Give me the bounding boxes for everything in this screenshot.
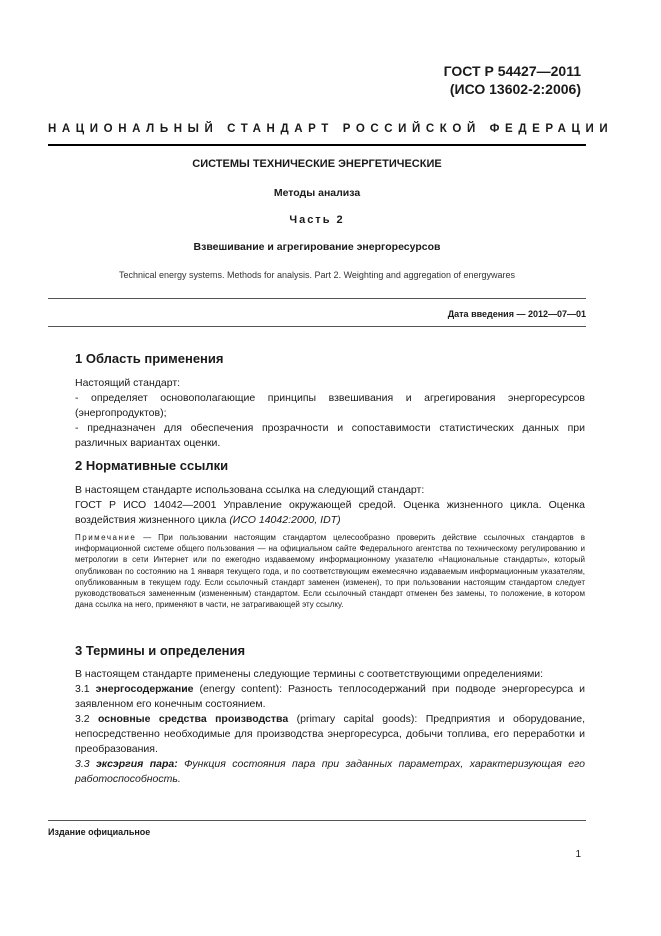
standard-code-gost: ГОСТ Р 54427—2011 [443, 63, 581, 79]
document-title: СИСТЕМЫ ТЕХНИЧЕСКИЕ ЭНЕРГЕТИЧЕСКИЕ [192, 158, 442, 170]
term-3-2-number: 3.2 [75, 713, 99, 725]
english-title: Technical energy systems. Methods for analysis. Part 2. Weighting and aggregation of energywares [118, 270, 516, 280]
normative-reference [75, 498, 585, 528]
term-3-1-definition: (energy content): Разность теплосодержаний при подводе энергоресурса и заявленном его конечным состоянием. [75, 683, 586, 710]
note-label: Примечание [75, 533, 137, 542]
standard-code-iso: (ИСО 13602-2:2006) [449, 81, 581, 97]
part-title: Взвешивание и агрегирование энергоресурсов [193, 241, 441, 253]
reference-note [75, 532, 585, 610]
term-3-2-definition: (primary capital goods): Предприятия и оборудование, непосредственно необходимые для производства энергоресурса, добычи топлива, его переработки и преобразования. [75, 713, 585, 755]
section-1-body [75, 376, 585, 451]
header-rule [48, 144, 586, 146]
section-1-item-1: - определяет основополагающие принципы взвешивания и агрегирования энергоресурсов (энергопродуктов); [75, 392, 585, 419]
date-rule [48, 326, 586, 327]
introduction-date: Дата введения — 2012—07—01 [447, 309, 586, 319]
national-standard-title: НАЦИОНАЛЬНЫЙ СТАНДАРТ РОССИЙСКОЙ ФЕДЕРАЦИИ [48, 123, 614, 135]
section-3-heading: 3 Термины и определения [75, 643, 246, 658]
term-3-3-name: эксэргия пара: [95, 758, 178, 770]
term-3-1-name: энергосодержание [95, 683, 194, 695]
section-1-item-2: - предназначен для обеспечения прозрачности и сопоставимости статистических данных при различных вариантах оценки. [75, 422, 585, 449]
section-3-lead: В настоящем стандарте применены следующие термины с соответствующими определениями: [75, 668, 544, 680]
section-2-heading: 2 Нормативные ссылки [75, 458, 229, 473]
part-label: Часть 2 [289, 214, 345, 226]
term-3-1 [75, 682, 585, 712]
reference-text: ГОСТ Р ИСО 14042—2001 Управление окружающей средой. Оценка жизненного цикла. Оценка воздействия жизненного цикла [75, 499, 585, 526]
title-rule [48, 298, 586, 299]
term-3-3-definition: Функция состояния пара при заданных параметрах, характеризующая его работоспособность. [75, 758, 586, 785]
term-3-2-name: основные средства производства [98, 713, 289, 725]
term-3-1-number: 3.1 [75, 683, 96, 695]
official-edition: Издание официальное [48, 827, 151, 837]
section-2-lead: В настоящем стандарте использована ссылка на следующий стандарт: [75, 484, 425, 496]
note-text: — При пользовании настоящим стандартом целесообразно проверить действие ссылочных стандартов в информационной системе общего пользования — на официальном сайте Федерального агентства по техническому регулированию и метрологии в сети Интернет или по ежегодно издаваемому информационному указателю «Национальные стандарты», который опубликован по состоянию на 1 января текущего года, и по соответствующим ежемесячно издаваемым информационным указателям, опубликованным в текущем году. Если ссылочный стандарт заменен (изменен), то при пользовании настоящим стандартом следует руководствоваться замененным (измененным) стандартом. Если ссылочный стандарт отменен без замены, то положение, в котором дана ссылка на него, применяют в части, не затрагивающей эту ссылку. [75, 533, 585, 610]
section-2-body [75, 483, 585, 528]
term-3-3-number: 3.3 [75, 758, 96, 770]
term-3-2 [75, 712, 585, 757]
standard-code [444, 62, 581, 98]
section-1-lead: Настоящий стандарт: [75, 377, 181, 389]
document-subtitle: Методы анализа [273, 187, 361, 199]
term-3-3 [75, 757, 585, 787]
footer-rule [48, 820, 586, 821]
section-3-body [75, 667, 585, 787]
reference-iso: (ИСО 14042:2000, IDT) [229, 514, 341, 526]
page-number: 1 [575, 849, 581, 860]
section-1-heading: 1 Область применения [75, 351, 224, 366]
